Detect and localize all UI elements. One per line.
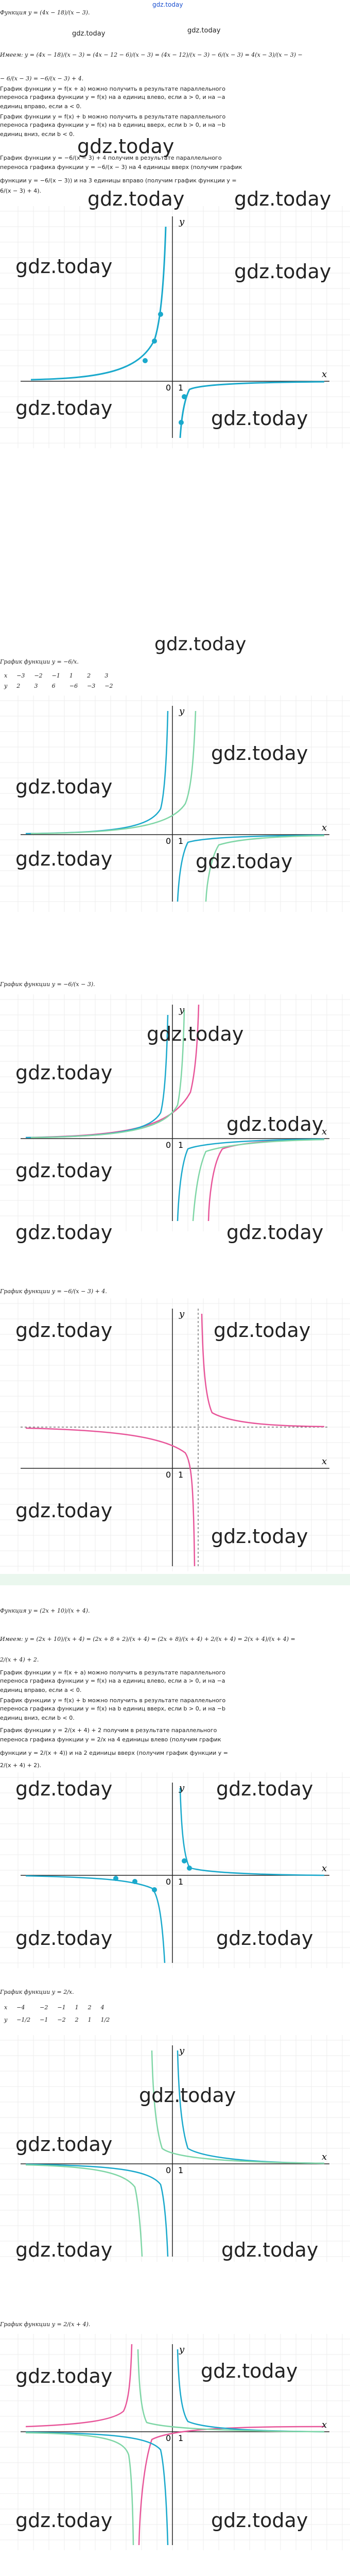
watermark: gdz.today	[211, 407, 308, 430]
axis-label-y: y	[179, 1005, 185, 1015]
text-line: переноса графика функции y = 2/x на 4 единицы влево (получим график	[0, 1736, 221, 1743]
text-line: переноса графика функции y = −6/(x − 3) на 4 единицы вверх (получим график	[0, 164, 242, 171]
text-line: 6/(x − 3) + 4).	[0, 188, 42, 194]
curve-cyan-right	[178, 2050, 324, 2163]
curve-cyan-left	[26, 711, 168, 834]
table-cell: 2	[87, 672, 91, 679]
watermark: gdz.today	[15, 397, 113, 419]
point	[152, 338, 157, 344]
table-cell: 2	[75, 2016, 79, 2023]
table-cell: −2	[40, 2004, 48, 2011]
one-label: 1	[178, 1470, 184, 1480]
axis-label-y: y	[179, 706, 185, 717]
table-cell: −4	[16, 2004, 25, 2011]
watermark: gdz.today	[147, 1023, 244, 1045]
origin-label: 0	[166, 2433, 171, 2443]
watermark: gdz.today	[15, 1221, 113, 1244]
point	[187, 1866, 192, 1871]
text-line: Имеем: y = (2x + 10)/(x + 4) = (2x + 8 + 2)/(x + 4) = (2x + 8)/(x + 4) + 2/(x + 4) = 2(x + 4)/(x + 4) =	[0, 1636, 295, 1642]
text-line: переноса графика функции y = f(x) на b единиц вверх, если b > 0, и на −b	[0, 1705, 225, 1712]
watermark: gdz.today	[211, 742, 308, 765]
point	[132, 1879, 137, 1884]
table-cell: 6	[51, 682, 56, 689]
text-line: График функции y = −6/(x − 3) + 4 получим в результате параллельного	[0, 155, 222, 161]
watermark: gdz.today	[15, 2133, 113, 2156]
text-line: График функции y = f(x + a) можно получить в результате параллельного	[0, 86, 225, 92]
point	[113, 1876, 118, 1881]
point	[182, 394, 187, 399]
watermark: gdz.today	[15, 1927, 113, 1950]
text-line: График функции y = f(x) + b можно получить в результате параллельного	[0, 113, 226, 120]
text-line: График функции y = 2/(x + 4) + 2 получим в результате параллельного	[0, 1727, 217, 1734]
caption: График функции y = −6/x.	[0, 658, 79, 665]
text-line: Функция y = (2x + 10)/(x + 4).	[0, 1607, 90, 1614]
watermark: gdz.today	[139, 2084, 236, 2107]
one-label: 1	[178, 836, 184, 846]
origin-label: 0	[166, 1470, 171, 1480]
table-cell: y	[4, 2016, 8, 2023]
axis-label-x: x	[322, 2419, 327, 2430]
table-cell: x	[4, 2004, 8, 2011]
one-label: 1	[178, 2165, 184, 2175]
grid	[0, 696, 350, 912]
text-line: Имеем: y = (4x − 18)/(x − 3) = (4x − 12 − 6)/(x − 3) = (4x − 12)/(x − 3) − 6/(x − 3) = 4(x − 3)/(x − 3) −	[0, 52, 303, 58]
text-line: График функции y = f(x + a) можно получить в результате параллельного	[0, 1669, 225, 1676]
text-line: единиц вниз, если b < 0.	[0, 131, 75, 138]
one-label: 1	[178, 1140, 184, 1150]
origin-label: 0	[166, 1140, 171, 1150]
table-cell: −1	[51, 672, 60, 679]
watermark: gdz.today	[214, 1319, 311, 1342]
curve-pink-right	[208, 1139, 324, 1221]
table-cell: −2	[57, 2016, 66, 2023]
one-label: 1	[178, 1877, 184, 1887]
table-cell: x	[4, 672, 8, 679]
watermark: gdz.today	[15, 2239, 113, 2261]
table-cell: −6	[69, 682, 78, 689]
watermark: gdz.today	[15, 255, 113, 278]
table-cell: 1/2	[100, 2016, 110, 2023]
point	[152, 1887, 157, 1892]
curve-cyan-right	[180, 1788, 324, 1875]
watermark: gdz.today	[15, 848, 113, 870]
table-cell: 4	[100, 2004, 104, 2011]
text-line: 2/(x + 4) + 2.	[0, 1656, 39, 1663]
axis-label-x: x	[322, 1863, 327, 1874]
axis-label-x: x	[322, 1456, 327, 1467]
point	[182, 1858, 187, 1863]
table-cell: 2	[87, 2004, 92, 2011]
watermark: gdz.today	[15, 2509, 113, 2532]
watermark: gdz.today	[216, 1927, 313, 1950]
point	[158, 312, 163, 317]
table-cell: −1/2	[16, 2016, 31, 2023]
text-line: единиц вправо, если a < 0.	[0, 103, 82, 110]
one-label: 1	[178, 2433, 184, 2443]
watermark: gdz.today	[15, 2365, 113, 2387]
text-line: переноса графика функции y = f(x) на b единиц вверх, если b > 0, и на −b	[0, 122, 225, 128]
curve-cyan-right	[178, 1139, 324, 1221]
table-cell: 3	[104, 672, 109, 679]
watermark: gdz.today	[221, 2239, 319, 2261]
watermark: gdz.today	[211, 1525, 308, 1548]
caption: График функции y = 2/x.	[0, 1989, 74, 1995]
text-line: единиц вправо, если a < 0.	[0, 1687, 82, 1693]
axis-label-x: x	[322, 822, 327, 833]
text-line: переноса графика функции y = f(x) на a единиц влево, если a > 0, и на −a	[0, 1677, 225, 1684]
table-cell: −1	[57, 2004, 66, 2011]
text-line: Функция y = (4x − 18)/(x − 3).	[0, 9, 90, 16]
watermark: gdz.today	[15, 1777, 113, 1800]
table-cell: 1	[87, 2016, 92, 2023]
watermark: gdz.today	[201, 2360, 298, 2382]
axis-label-y: y	[179, 216, 185, 227]
values-table	[0, 670, 119, 691]
axis-label-y: y	[179, 1309, 185, 1319]
table-cell: 3	[34, 682, 38, 689]
site-link[interactable]: gdz.today	[152, 1, 183, 8]
text-line: График функции y = f(x) + b можно получить в результате параллельного	[0, 1697, 226, 1704]
watermark: gdz.today	[196, 850, 293, 873]
table-cell: y	[4, 682, 8, 689]
watermark: gdz.today	[211, 2509, 308, 2532]
text-line: единиц вниз, если b < 0.	[0, 1715, 75, 1721]
point	[143, 358, 148, 363]
one-label: 1	[178, 383, 184, 393]
watermark: gdz.today	[15, 1159, 113, 1182]
caption: График функции y = 2/(x + 4).	[0, 2321, 91, 2328]
watermark: gdz.today	[77, 135, 174, 158]
origin-label: 0	[166, 836, 171, 846]
table-cell: −2	[34, 672, 43, 679]
origin-label: 0	[166, 2165, 171, 2175]
curve-green-left	[31, 711, 196, 834]
watermark: gdz.today	[87, 188, 185, 210]
axis-label-x: x	[322, 1126, 327, 1137]
axis-label-x: x	[322, 2151, 327, 2162]
curve-pink-left	[26, 1428, 195, 1566]
table-cell: −3	[16, 672, 25, 679]
watermark: gdz.today	[154, 634, 247, 655]
axis-label-x: x	[322, 369, 327, 380]
text-line: функции y = 2/(x + 4)) и на 2 единицы вверх (получим график функции y =	[0, 1750, 229, 1756]
caption: График функции y = −6/(x − 3).	[0, 981, 95, 988]
text-line: переноса графика функции y = f(x) на a единиц влево, если a > 0, и на −a	[0, 94, 225, 100]
origin-label: 0	[166, 383, 171, 393]
watermark: gdz.today	[226, 1221, 324, 1244]
caption: График функции y = −6/(x − 3) + 4.	[0, 1288, 107, 1295]
table-cell: −3	[87, 682, 96, 689]
watermark: gdz.today	[234, 188, 331, 210]
watermark: gdz.today	[15, 775, 113, 798]
watermark: gdz.today	[15, 1499, 113, 1522]
watermark: gdz.today	[187, 27, 221, 35]
table-cell: −2	[104, 682, 113, 689]
table-cell: 1	[75, 2004, 79, 2011]
watermark: gdz.today	[234, 260, 331, 283]
table-cell: −1	[40, 2016, 48, 2023]
table-cell: 2	[16, 682, 21, 689]
point	[179, 420, 184, 425]
watermark: gdz.today	[226, 1113, 324, 1136]
graph-2	[0, 696, 350, 912]
text-line: 2/(x + 4) + 2).	[0, 1762, 42, 1769]
text-line: функции y = −6/(x − 3)) и на 3 единицы вправо (получим график функции y =	[0, 177, 237, 184]
table-cell: 1	[69, 672, 73, 679]
watermark: gdz.today	[15, 1061, 113, 1084]
text-line: − 6/(x − 3) = −6/(x − 3) + 4.	[0, 75, 84, 82]
axis-label-y: y	[179, 2344, 185, 2355]
curve-left	[31, 227, 166, 380]
watermark: gdz.today	[216, 1777, 313, 1800]
watermark: gdz.today	[72, 30, 106, 38]
values-table	[0, 2002, 116, 2027]
origin-label: 0	[166, 1877, 171, 1887]
axis-label-y: y	[179, 2045, 185, 2056]
axis-label-y: y	[179, 1783, 185, 1793]
watermark: gdz.today	[15, 1319, 113, 1342]
section-divider	[0, 1574, 350, 1585]
